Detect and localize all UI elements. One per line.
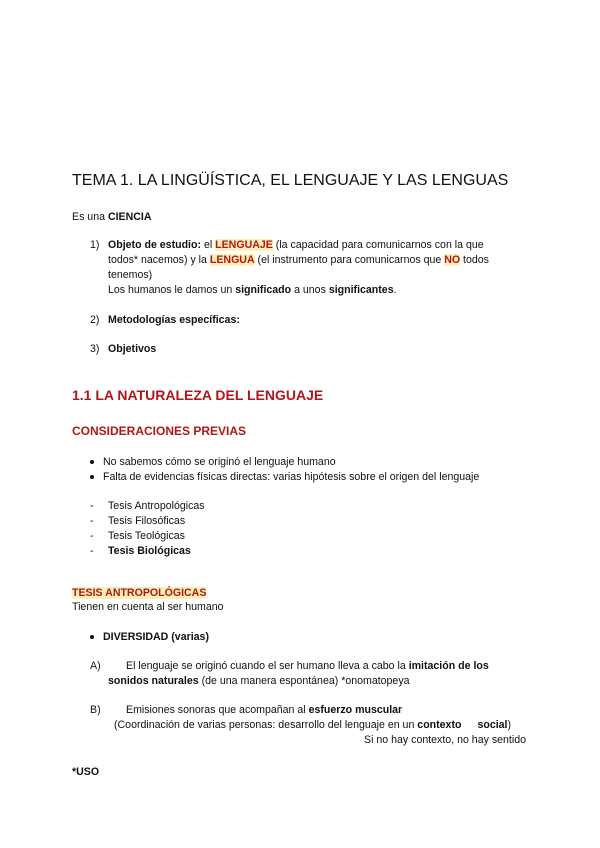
list-number: 3): [90, 343, 100, 355]
term-lengua: LENGUA: [209, 254, 255, 266]
term-lenguaje: LENGUAJE: [215, 239, 273, 251]
intro-text: Es una: [72, 211, 108, 223]
dash-text: Tesis Antropológicas: [108, 500, 205, 512]
term-significado: significado: [235, 284, 292, 296]
text-run: el: [201, 239, 216, 251]
bullet-dot-icon: [90, 475, 94, 479]
bullet-dot-icon: [90, 635, 94, 639]
bold-run: contexto: [417, 719, 462, 731]
uso-label: *USO: [72, 766, 100, 778]
subsection-heading: [72, 586, 206, 600]
numbered-item-1-line-1: [108, 238, 484, 252]
text-run: (de una manera espontánea) *onomatopeya: [198, 675, 410, 687]
text-run: Los humanos le damos un: [108, 284, 236, 296]
bullet-dot-icon: [90, 460, 94, 464]
bullet-item: [90, 455, 336, 469]
dash-item: [90, 514, 186, 528]
dash-icon: -: [90, 545, 94, 557]
bullet-item: [90, 630, 209, 644]
list-number: 2): [90, 314, 100, 326]
bullet-text: DIVERSIDAD (varias): [103, 631, 209, 643]
dash-text: Tesis Biológicas: [108, 545, 191, 557]
dash-icon: -: [90, 515, 94, 527]
letter-marker: B): [90, 704, 101, 716]
term-significantes: significantes: [328, 284, 394, 296]
numbered-item-1-line-3: tenemos): [108, 269, 153, 281]
dash-item: [90, 499, 205, 513]
numbered-item-1-line-2: [108, 253, 489, 267]
numbered-item-2: Metodologías específicas:: [108, 314, 240, 326]
term-no: NO: [444, 254, 461, 266]
dash-item: [90, 544, 191, 558]
bold-run: sonidos naturales: [108, 675, 199, 687]
dash-text: Tesis Filosóficas: [108, 515, 186, 527]
bold-run: social: [477, 719, 508, 731]
thesis-a-line-1: [126, 659, 489, 673]
text-run: ): [507, 719, 512, 731]
bold-run: imitación de los: [408, 660, 489, 672]
list-number: 1): [90, 239, 100, 251]
text-run: El lenguaje se originó cuando el ser humano lleva a cabo la: [126, 660, 409, 672]
page-title: TEMA 1. LA LINGÜÍSTICA, EL LENGUAJE Y LAS LENGUAS: [72, 172, 509, 189]
text-run: Emisiones sonoras que acompañan al: [126, 704, 309, 716]
dash-icon: -: [90, 530, 94, 542]
text-run: (Coordinación de varias personas: desarrollo del lenguaje en un: [114, 719, 418, 731]
dash-icon: -: [90, 500, 94, 512]
text-run: todos: [460, 254, 489, 266]
numbered-item-3: Objetivos: [108, 343, 157, 355]
section-heading: 1.1 LA NATURALEZA DEL LENGUAJE: [72, 387, 324, 403]
letter-marker: A): [90, 660, 101, 672]
dash-text: Tesis Teológicas: [108, 530, 185, 542]
thesis-b-line-3: Si no hay contexto, no hay sentido: [364, 734, 526, 746]
numbered-item-1-line-4: [108, 283, 397, 297]
bold-run: esfuerzo muscular: [308, 704, 403, 716]
bullet-text: Falta de evidencias físicas directas: varias hipótesis sobre el origen del lenguaje: [103, 471, 480, 483]
text-run: a unos: [291, 284, 329, 296]
thesis-b-line-2: [114, 718, 511, 732]
text-run: .: [393, 284, 397, 296]
thesis-a-line-2: [108, 674, 410, 688]
text-run: (la capacidad para comunicarnos con la que: [272, 239, 484, 251]
intro-line: [72, 210, 152, 224]
intro-bold: CIENCIA: [107, 211, 152, 223]
bullet-text: No sabemos cómo se originó el lenguaje humano: [103, 456, 336, 468]
bullet-item: [90, 470, 479, 484]
thesis-b-line-1: [126, 703, 402, 717]
text-run: todos* nacemos) y la: [108, 254, 210, 266]
text-run: (el instrumento para comunicarnos que: [254, 254, 445, 266]
subsection-heading: CONSIDERACIONES PREVIAS: [72, 424, 247, 438]
item-label: Objeto de estudio:: [108, 239, 201, 251]
heading-text: TESIS ANTROPOLÓGICAS: [72, 587, 207, 599]
dash-item: [90, 529, 185, 543]
subsection-subtitle: Tienen en cuenta al ser humano: [72, 601, 224, 613]
